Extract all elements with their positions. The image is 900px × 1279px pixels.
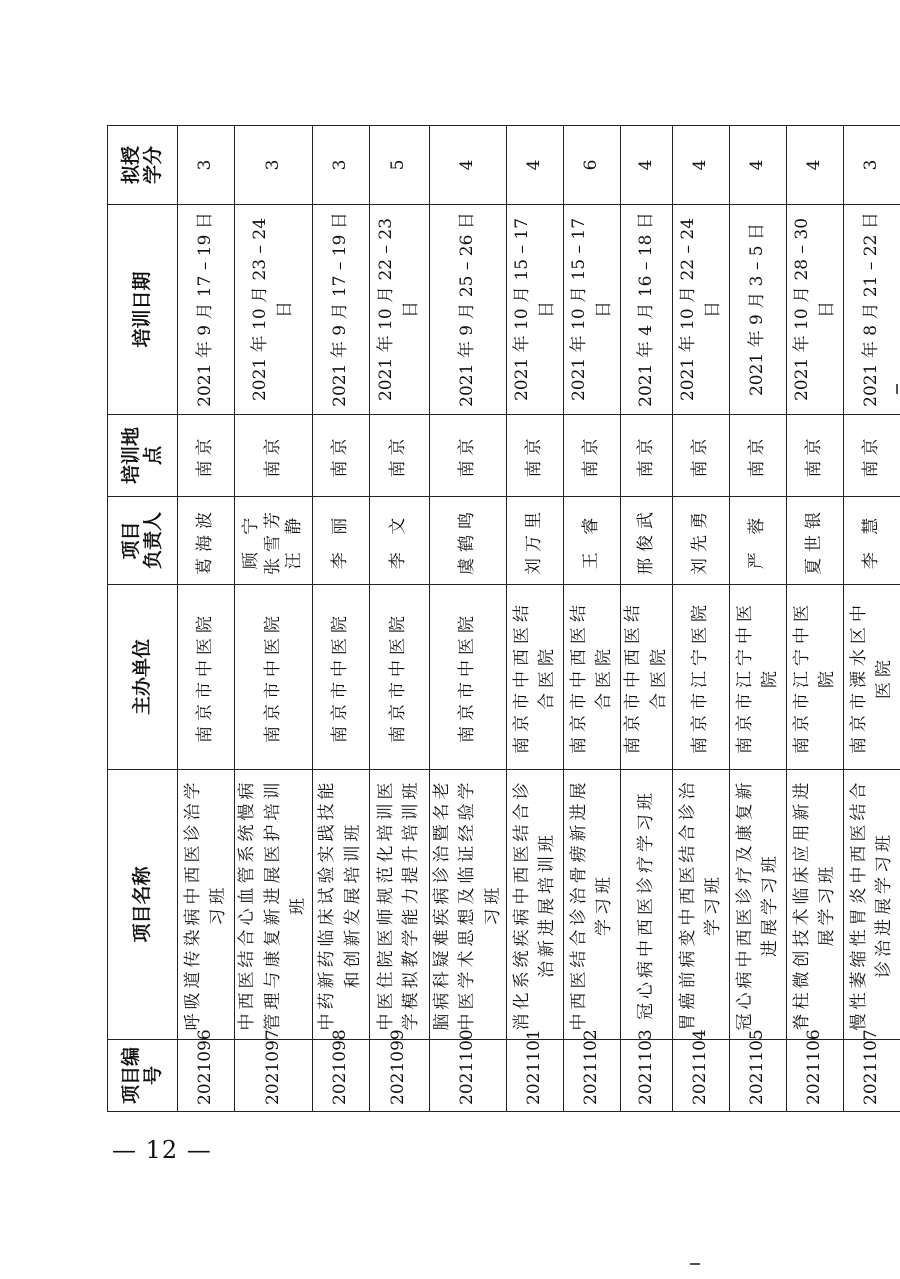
project-code-cell: 2021102 [564, 1040, 621, 1112]
training-dates-cell: 2021 年 8 月 21 – 22 日 [844, 205, 900, 415]
table-row [673, 126, 730, 1112]
table-row [787, 126, 844, 1112]
location-cell: 南京 [621, 415, 673, 497]
training-dates-cell: 2021 年 9 月 17 – 19 日 [178, 205, 235, 415]
leader-name: 王 睿 [581, 511, 602, 570]
leader-name: 李 文 [388, 511, 409, 570]
table-row [621, 126, 673, 1112]
host-org-cell: 南京市中西医结合医院 [564, 585, 621, 770]
training-dates-cell: 2021 年 10 月 28 – 30 日 [787, 205, 844, 415]
table-row [312, 126, 369, 1112]
project-code-cell: 2021096 [178, 1040, 235, 1112]
project-name-cell: 中医住院医师规范化培训医学模拟教学能力提升培训班 [369, 770, 429, 1040]
credits-cell: 3 [235, 126, 313, 205]
leader-name: 刘万里 [524, 506, 545, 575]
training-dates-cell: 2021 年 9 月 3 – 5 日 [730, 205, 787, 415]
project-code-cell: 2021105 [730, 1040, 787, 1112]
training-dates-cell: 2021 年 10 月 22 – 24 日 [673, 205, 730, 415]
leader-name: 顾 宁 [241, 511, 262, 570]
location-cell: 南京 [369, 415, 429, 497]
location-cell: 南京 [235, 415, 313, 497]
project-code-cell: 2021098 [312, 1040, 369, 1112]
leader-name: 邢俊武 [635, 506, 656, 575]
credits-cell: 6 [564, 126, 621, 205]
host-org-cell: 南京市溧水区中医院 [844, 585, 900, 770]
header-leader-text: 项目 负责人 [119, 512, 164, 570]
leader-cell [312, 497, 369, 585]
project-name-cell: 胃癌前病变中西医结合诊治学习班 [673, 770, 730, 1040]
header-org: 主办单位 [108, 585, 178, 770]
project-name-cell: 中西医结合诊治骨痨新进展学习班 [564, 770, 621, 1040]
project-name-cell: 慢性萎缩性胃炎中西医结合诊治进展学习班 [844, 770, 900, 1040]
location-cell: 南京 [673, 415, 730, 497]
project-code-cell: 2021099 [369, 1040, 429, 1112]
leader-cell [178, 497, 235, 585]
host-org-cell: 南京市江宁中医院 [787, 585, 844, 770]
table-row [844, 126, 900, 1112]
credits-cell: 4 [429, 126, 507, 205]
host-org-cell: 南京市江宁医院 [673, 585, 730, 770]
header-location: 培训地点 [108, 415, 178, 497]
host-org-cell: 南京市中西医结合医院 [621, 585, 673, 770]
leader-cell [787, 497, 844, 585]
location-cell: 南京 [507, 415, 564, 497]
location-cell: 南京 [787, 415, 844, 497]
leader-name: 夏世银 [804, 506, 825, 575]
location-cell: 南京 [178, 415, 235, 497]
leader-cell [235, 497, 313, 585]
leader-name: 李 慧 [861, 511, 882, 570]
table-row [730, 126, 787, 1112]
project-code-cell: 2021101 [507, 1040, 564, 1112]
training-dates-cell: 2021 年 4 月 16 – 18 日 [621, 205, 673, 415]
project-name-cell: 消化系统疾病中西医结合诊治新进展培训班 [507, 770, 564, 1040]
location-cell: 南京 [844, 415, 900, 497]
header-name: 项目名称 [108, 770, 178, 1040]
training-dates-cell: 2021 年 9 月 17 – 19 日 [312, 205, 369, 415]
host-org-cell: 南京市江宁中医院 [730, 585, 787, 770]
scan-artifact [690, 1263, 700, 1265]
credits-cell: 4 [673, 126, 730, 205]
leader-name: 张雪芳 [262, 506, 283, 575]
credits-cell: 3 [844, 126, 900, 205]
leader-cell [429, 497, 507, 585]
header-leader [108, 497, 178, 585]
scan-artifact [896, 384, 898, 394]
project-name-cell: 中药新药临床试验实践技能和创新发展培训班 [312, 770, 369, 1040]
credits-cell: 3 [312, 126, 369, 205]
training-dates-cell: 2021 年 10 月 22 – 23 日 [369, 205, 429, 415]
table-row [369, 126, 429, 1112]
credits-cell: 4 [787, 126, 844, 205]
location-cell: 南京 [312, 415, 369, 497]
page-number: — 12 — [112, 1136, 212, 1164]
credits-cell: 4 [730, 126, 787, 205]
header-credits [108, 126, 178, 205]
project-name-cell: 脊柱微创技术临床应用新进展学习班 [787, 770, 844, 1040]
table-body [178, 126, 900, 1112]
credits-cell: 4 [507, 126, 564, 205]
credits-cell: 3 [178, 126, 235, 205]
leader-cell [673, 497, 730, 585]
training-dates-cell: 2021 年 10 月 23 – 24 日 [235, 205, 313, 415]
project-code-cell: 2021104 [673, 1040, 730, 1112]
location-cell: 南京 [429, 415, 507, 497]
header-code: 项目编号 [108, 1040, 178, 1112]
header-row [108, 126, 178, 1112]
leader-name: 葛海波 [195, 506, 216, 575]
host-org-cell: 南京市中医院 [312, 585, 369, 770]
leader-cell [564, 497, 621, 585]
project-name-cell: 冠心病中西医诊疗学习班 [621, 770, 673, 1040]
leader-name: 汪 静 [283, 511, 304, 570]
leader-cell [730, 497, 787, 585]
project-code-cell: 2021107 [844, 1040, 900, 1112]
header-dates: 培训日期 [108, 205, 178, 415]
leader-cell [369, 497, 429, 585]
table-row [507, 126, 564, 1112]
project-code-cell: 2021103 [621, 1040, 673, 1112]
project-name-cell: 呼吸道传染病中西医诊治学习班 [178, 770, 235, 1040]
project-code-cell: 2021100 [429, 1040, 507, 1112]
host-org-cell: 南京市中医院 [369, 585, 429, 770]
table-row [235, 126, 313, 1112]
training-projects-table [107, 125, 900, 1112]
leader-cell [844, 497, 900, 585]
leader-name: 李 丽 [329, 511, 350, 570]
table-row [178, 126, 235, 1112]
training-dates-cell: 2021 年 9 月 25 – 26 日 [429, 205, 507, 415]
table-row [564, 126, 621, 1112]
training-dates-cell: 2021 年 10 月 15 – 17 日 [564, 205, 621, 415]
project-name-cell: 脑病科疑难疾病诊治暨名老中医学术思想及临证经验学习班 [429, 770, 507, 1040]
leader-name: 刘先勇 [690, 506, 711, 575]
project-code-cell: 2021097 [235, 1040, 313, 1112]
leader-cell [507, 497, 564, 585]
project-code-cell: 2021106 [787, 1040, 844, 1112]
credits-cell: 4 [621, 126, 673, 205]
host-org-cell: 南京市中医院 [178, 585, 235, 770]
header-credits-text: 拟授 学分 [119, 146, 164, 185]
project-name-cell: 冠心病中西医诊疗及康复新进展学习班 [730, 770, 787, 1040]
project-name-cell: 中西医结合心血管系统慢病管理与康复新进展医护培训班 [235, 770, 313, 1040]
credits-cell: 5 [369, 126, 429, 205]
host-org-cell: 南京市中西医结合医院 [507, 585, 564, 770]
host-org-cell: 南京市中医院 [429, 585, 507, 770]
rotated-table-region [107, 126, 899, 1112]
leader-name: 严 蓉 [747, 511, 768, 570]
table-row [429, 126, 507, 1112]
training-dates-cell: 2021 年 10 月 15 – 17 日 [507, 205, 564, 415]
location-cell: 南京 [564, 415, 621, 497]
table-header [108, 126, 178, 1112]
leader-name: 虞鹤鸣 [457, 506, 478, 575]
location-cell: 南京 [730, 415, 787, 497]
leader-cell [621, 497, 673, 585]
host-org-cell: 南京市中医院 [235, 585, 313, 770]
